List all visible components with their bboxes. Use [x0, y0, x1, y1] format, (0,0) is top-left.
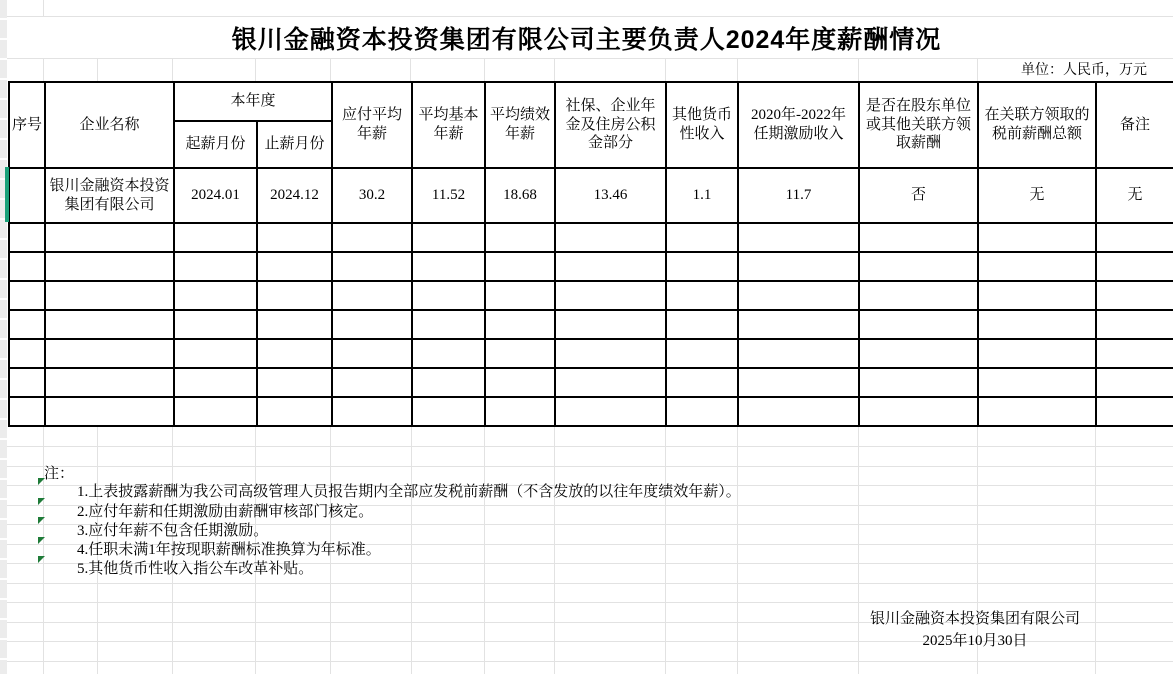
empty-row — [9, 223, 1173, 252]
selected-row-indicator — [5, 167, 9, 222]
header-start-month[interactable]: 起薪月份 — [174, 121, 257, 168]
empty-cell[interactable] — [859, 368, 978, 397]
grid-line — [7, 661, 1173, 662]
grid-line — [7, 583, 1173, 584]
grid-line — [554, 58, 555, 81]
unit-label[interactable]: 单位：人民币，万元 — [1021, 63, 1147, 78]
empty-cell[interactable] — [257, 281, 332, 310]
empty-cell[interactable] — [555, 223, 666, 252]
empty-cell[interactable] — [257, 252, 332, 281]
empty-cell[interactable] — [1096, 252, 1173, 281]
empty-row — [9, 397, 1173, 426]
empty-cell[interactable] — [45, 252, 174, 281]
empty-cell[interactable] — [332, 223, 412, 252]
grid-line — [97, 58, 98, 81]
cell-company[interactable]: 银川金融资本投资集团有限公司 — [45, 168, 174, 223]
empty-cell[interactable] — [174, 281, 257, 310]
grid-line — [43, 0, 44, 16]
empty-cell[interactable] — [45, 281, 174, 310]
note-item-2[interactable]: 2.应付年薪和任期激励由薪酬审核部门核定。 — [77, 504, 374, 520]
empty-cell[interactable] — [1096, 223, 1173, 252]
cell-avg-base[interactable]: 11.52 — [412, 168, 485, 223]
empty-cell[interactable] — [666, 252, 738, 281]
empty-cell[interactable] — [1096, 397, 1173, 426]
empty-cell[interactable] — [332, 339, 412, 368]
empty-cell[interactable] — [978, 310, 1096, 339]
empty-cell[interactable] — [174, 310, 257, 339]
salary-table — [8, 81, 1173, 427]
cell-social[interactable]: 13.46 — [555, 168, 666, 223]
header-social[interactable]: 社保、企业年金及住房公积金部分 — [555, 82, 666, 168]
page-title[interactable]: 银川金融资本投资集团有限公司主要负责人2024年度薪酬情况 — [231, 26, 942, 54]
empty-cell[interactable] — [978, 252, 1096, 281]
note-item-3[interactable]: 3.应付年薪不包含任期激励。 — [77, 523, 269, 539]
signature-date[interactable]: 2025年10月30日 — [922, 633, 1028, 649]
empty-cell[interactable] — [485, 397, 555, 426]
empty-cell[interactable] — [485, 339, 555, 368]
empty-cell[interactable] — [485, 252, 555, 281]
data-row — [9, 168, 1173, 223]
empty-cell[interactable] — [859, 339, 978, 368]
empty-cell[interactable] — [738, 281, 859, 310]
empty-cell[interactable] — [45, 368, 174, 397]
empty-cell[interactable] — [9, 310, 45, 339]
cell-seq[interactable] — [9, 168, 45, 223]
empty-cell[interactable] — [257, 397, 332, 426]
empty-cell[interactable] — [1096, 368, 1173, 397]
empty-cell[interactable] — [555, 397, 666, 426]
header-current-year[interactable]: 本年度 — [174, 82, 332, 121]
cell-avg-payable[interactable]: 30.2 — [332, 168, 412, 223]
grid-line — [858, 58, 859, 81]
empty-cell[interactable] — [332, 310, 412, 339]
empty-cell[interactable] — [666, 310, 738, 339]
grid-line — [484, 58, 485, 81]
empty-cell[interactable] — [485, 281, 555, 310]
empty-cell[interactable] — [555, 281, 666, 310]
empty-cell[interactable] — [555, 310, 666, 339]
notes-label[interactable]: 注： — [44, 466, 75, 482]
grid-line — [977, 58, 978, 81]
empty-cell[interactable] — [45, 397, 174, 426]
grid-line — [665, 58, 666, 81]
row-header-gutter — [0, 0, 7, 674]
cell-start-month[interactable]: 2024.01 — [174, 168, 257, 223]
cell-end-month[interactable]: 2024.12 — [257, 168, 332, 223]
header-term-incentive[interactable]: 2020年-2022年任期激励收入 — [738, 82, 859, 168]
empty-cell[interactable] — [555, 368, 666, 397]
empty-cell[interactable] — [666, 339, 738, 368]
header-avg-base[interactable]: 平均基本年薪 — [412, 82, 485, 168]
grid-line — [7, 602, 1173, 603]
empty-cell[interactable] — [1096, 310, 1173, 339]
empty-cell[interactable] — [332, 368, 412, 397]
empty-cell[interactable] — [859, 252, 978, 281]
empty-cell[interactable] — [738, 252, 859, 281]
empty-cell[interactable] — [666, 397, 738, 426]
empty-row — [9, 339, 1173, 368]
empty-cell[interactable] — [485, 368, 555, 397]
header-other-income[interactable]: 其他货币性收入 — [666, 82, 738, 168]
empty-cell[interactable] — [412, 397, 485, 426]
header-avg-payable[interactable]: 应付平均年薪 — [332, 82, 412, 168]
signature-company[interactable]: 银川金融资本投资集团有限公司 — [869, 611, 1080, 627]
grid-line — [410, 58, 411, 81]
grid-line — [330, 58, 331, 81]
empty-cell[interactable] — [978, 368, 1096, 397]
empty-cell[interactable] — [45, 223, 174, 252]
empty-row — [9, 252, 1173, 281]
cell-related-party[interactable]: 否 — [859, 168, 978, 223]
empty-cell[interactable] — [738, 310, 859, 339]
cell-related-amount[interactable]: 无 — [978, 168, 1096, 223]
empty-cell[interactable] — [45, 339, 174, 368]
grid-line — [554, 427, 555, 674]
header-end-month[interactable]: 止薪月份 — [257, 121, 332, 168]
empty-cell[interactable] — [666, 223, 738, 252]
note-item-5[interactable]: 5.其他货币性收入指公车改革补贴。 — [77, 561, 314, 577]
empty-cell[interactable] — [978, 223, 1096, 252]
grid-line — [665, 427, 666, 674]
empty-cell[interactable] — [9, 252, 45, 281]
empty-cell[interactable] — [174, 252, 257, 281]
grid-line — [484, 427, 485, 674]
empty-cell[interactable] — [412, 281, 485, 310]
empty-cell[interactable] — [666, 368, 738, 397]
empty-cell[interactable] — [555, 339, 666, 368]
empty-cell[interactable] — [738, 368, 859, 397]
header-related-party[interactable]: 是否在股东单位或其他关联方领取薪酬 — [859, 82, 978, 168]
empty-cell[interactable] — [332, 397, 412, 426]
empty-cell[interactable] — [332, 252, 412, 281]
empty-cell[interactable] — [859, 310, 978, 339]
cell-remark[interactable]: 无 — [1096, 168, 1173, 223]
empty-cell[interactable] — [412, 223, 485, 252]
empty-cell[interactable] — [666, 281, 738, 310]
empty-cell[interactable] — [9, 397, 45, 426]
empty-cell[interactable] — [412, 339, 485, 368]
grid-line — [7, 446, 1173, 447]
empty-cell[interactable] — [412, 252, 485, 281]
empty-cell[interactable] — [257, 368, 332, 397]
empty-cell[interactable] — [485, 310, 555, 339]
grid-line — [255, 58, 256, 81]
empty-cell[interactable] — [1096, 281, 1173, 310]
empty-cell[interactable] — [174, 339, 257, 368]
empty-cell[interactable] — [257, 223, 332, 252]
grid-line — [172, 58, 173, 81]
header-related-amount[interactable]: 在关联方领取的税前薪酬总额 — [978, 82, 1096, 168]
empty-cell[interactable] — [45, 310, 174, 339]
empty-cell[interactable] — [859, 281, 978, 310]
empty-row — [9, 281, 1173, 310]
empty-cell[interactable] — [738, 397, 859, 426]
cell-term-incentive[interactable]: 11.7 — [738, 168, 859, 223]
empty-cell[interactable] — [978, 397, 1096, 426]
grid-line — [7, 16, 1173, 17]
header-avg-perf[interactable]: 平均绩效年薪 — [485, 82, 555, 168]
grid-line — [43, 58, 44, 81]
empty-row — [9, 310, 1173, 339]
empty-cell[interactable] — [9, 339, 45, 368]
grid-line — [7, 466, 1173, 467]
empty-cell[interactable] — [738, 223, 859, 252]
empty-cell[interactable] — [859, 397, 978, 426]
grid-line — [411, 427, 412, 674]
empty-cell[interactable] — [859, 223, 978, 252]
note-item-4[interactable]: 4.任职未满1年按现职薪酬标准换算为年标准。 — [77, 542, 381, 558]
empty-cell[interactable] — [174, 223, 257, 252]
grid-line — [737, 58, 738, 81]
grid-line — [7, 58, 1173, 59]
empty-cell[interactable] — [485, 223, 555, 252]
empty-row — [9, 368, 1173, 397]
empty-cell[interactable] — [412, 368, 485, 397]
empty-cell[interactable] — [174, 397, 257, 426]
header-company[interactable]: 企业名称 — [45, 82, 174, 168]
empty-cell[interactable] — [174, 368, 257, 397]
empty-cell[interactable] — [9, 223, 45, 252]
header-remark[interactable]: 备注 — [1096, 82, 1173, 168]
empty-cell[interactable] — [555, 252, 666, 281]
header-seq[interactable]: 序号 — [9, 82, 45, 168]
grid-line — [737, 427, 738, 674]
cell-other-income[interactable]: 1.1 — [666, 168, 738, 223]
empty-cell[interactable] — [332, 281, 412, 310]
empty-cell[interactable] — [978, 281, 1096, 310]
empty-cell[interactable] — [978, 339, 1096, 368]
cell-avg-perf[interactable]: 18.68 — [485, 168, 555, 223]
empty-cell[interactable] — [257, 310, 332, 339]
empty-cell[interactable] — [412, 310, 485, 339]
empty-cell[interactable] — [9, 281, 45, 310]
empty-cell[interactable] — [1096, 339, 1173, 368]
empty-cell[interactable] — [257, 339, 332, 368]
note-item-1[interactable]: 1.上表披露薪酬为我公司高级管理人员报告期内全部应发税前薪酬（不含发放的以往年度绩效年薪）。 — [77, 484, 741, 500]
empty-cell[interactable] — [9, 368, 45, 397]
empty-cell[interactable] — [738, 339, 859, 368]
